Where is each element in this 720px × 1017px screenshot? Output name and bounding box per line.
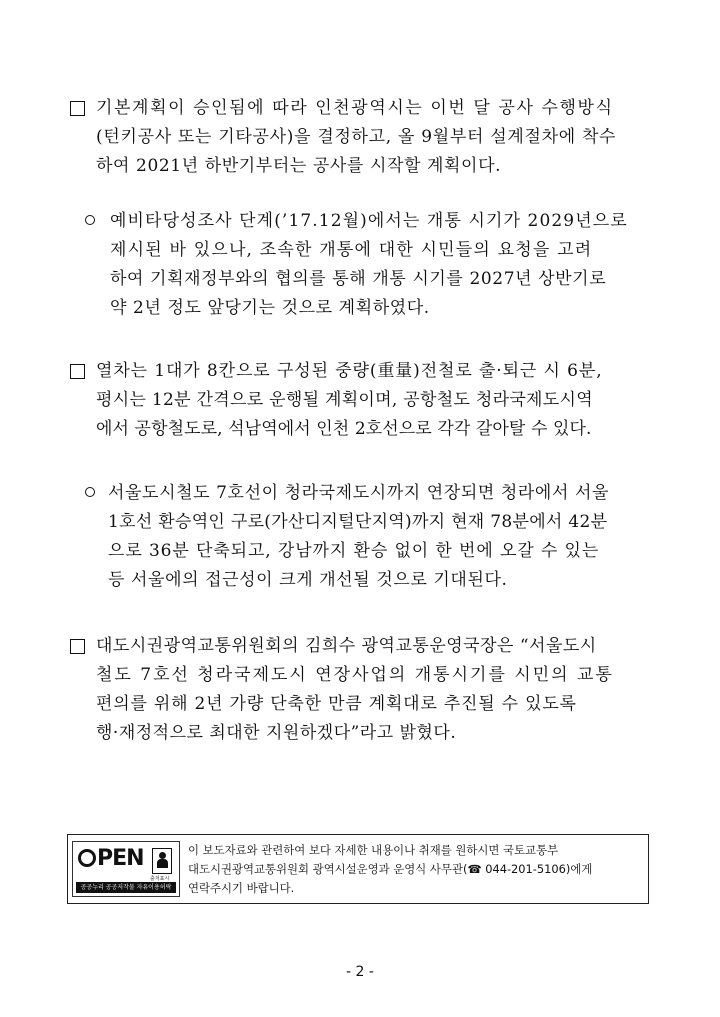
notice-text — [188, 841, 648, 898]
kogl-open-logo — [72, 841, 180, 897]
notice-line: 대도시권광역교통위원회 광역시설운영과 운영식 사무관(☎ 044-201-5106)에게 — [188, 862, 593, 876]
square-bullet-icon — [70, 364, 85, 379]
page-number: - 2 - — [346, 964, 374, 980]
paragraph-line: 기본계획이 승인됨에 따라 인천광역시는 이번 달 공사 수행방식 — [96, 98, 614, 118]
paragraph-line: (턴키공사 또는 기타공사)을 결정하고, 올 9월부터 설계절차에 착수 — [96, 127, 617, 147]
paragraph-line: 하여 기획재정부와의 협의를 통해 개통 시기를 2027년 상반기로 — [110, 269, 607, 289]
notice-line: 연락주시기 바랍니다. — [188, 881, 295, 895]
notice-line: 이 보도자료와 관련하여 보다 자세한 내용이나 취재를 원하시면 국토교통부 — [188, 843, 559, 857]
paragraph-line: 편의를 위해 2년 가량 단축한 만큼 계획대로 추진될 수 있도록 — [96, 694, 577, 714]
logo-badge-label: 출처표시 — [150, 876, 170, 882]
paragraph-line: 에서 공항철도로, 석남역에서 인천 2호선으로 각각 갈아탈 수 있다. — [96, 419, 592, 439]
attribution-person-icon — [152, 848, 172, 874]
circle-bullet-icon — [85, 487, 95, 497]
square-bullet-icon — [70, 639, 85, 654]
paragraph-line: 예비타당성조사 단계(’17.12월)에서는 개통 시기가 2029년으로 — [110, 211, 628, 231]
paragraph-line: 대도시권광역교통위원회의 김희수 광역교통운영국장은 “서울도시 — [96, 636, 597, 656]
paragraph-line: 1호선 환승역인 구로(가산디지털단지역)까지 현재 78분에서 42분 — [108, 512, 608, 532]
paragraph-line: 행·재정적으로 최대한 지원하겠다”라고 밝혔다. — [96, 723, 457, 743]
paragraph-line: 등 서울에의 접근성이 크게 개선될 것으로 기대된다. — [108, 570, 508, 590]
square-bullet-icon — [70, 101, 85, 116]
contact-notice-box — [67, 834, 649, 904]
circle-bullet-icon — [85, 215, 95, 225]
paragraph-line: 철도 7호선 청라국제도시 연장사업의 개통시기를 시민의 교통 — [96, 665, 614, 685]
paragraph-line: 으로 36분 단축되고, 강남까지 환승 없이 한 번에 오갈 수 있는 — [108, 541, 600, 561]
paragraph-line: 서울도시철도 7호선이 청라국제도시까지 연장되면 청라에서 서울 — [108, 483, 610, 503]
paragraph-line: 하여 2021년 하반기부터는 공사를 시작할 계획이다. — [96, 156, 502, 176]
open-logo-word: PEN — [78, 846, 144, 871]
paragraph-line: 제시된 바 있으나, 조속한 개통에 대한 시민들의 요청을 고려 — [110, 240, 593, 260]
logo-caption: 공공누리 공공저작물 자유이용허락 — [76, 882, 176, 893]
paragraph-line: 열차는 1대가 8칸으로 구성된 중량(重量)전철로 출·퇴근 시 6분, — [96, 361, 603, 381]
paragraph-line: 약 2년 정도 앞당기는 것으로 계획하였다. — [110, 298, 430, 318]
paragraph-line: 평시는 12분 간격으로 운행될 계획이며, 공항철도 청라국제도시역 — [96, 390, 593, 410]
